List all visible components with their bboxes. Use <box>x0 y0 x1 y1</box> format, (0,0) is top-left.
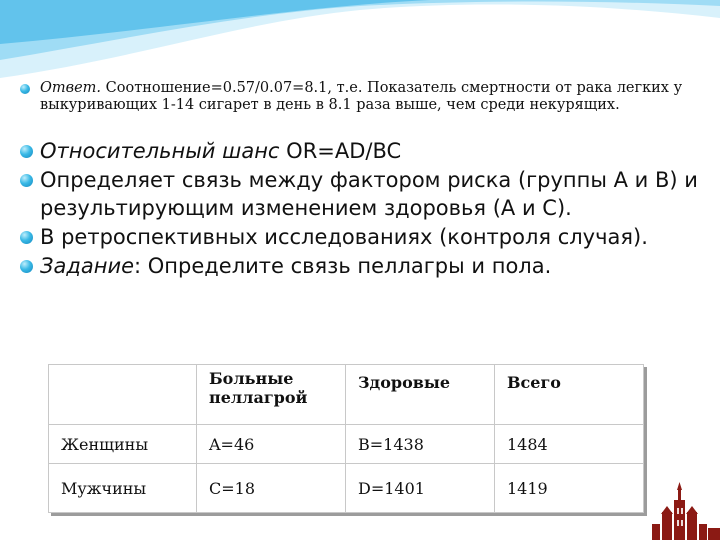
table-row <box>49 425 644 464</box>
table-header-cell: Больные пеллагрой <box>197 365 346 425</box>
bullet-dot-icon <box>20 84 30 94</box>
bullet-dot-icon <box>20 231 33 244</box>
bullet-task <box>20 252 700 280</box>
table-header-cell <box>49 365 197 425</box>
table-cell: Женщины <box>49 425 197 464</box>
bullet-italic-lead: Задание <box>40 254 135 278</box>
decorative-wave-header <box>0 0 720 90</box>
bullet-text: Определяет связь между фактором риска (группы А и В) и результирующим изменением здоровья (А и С). <box>40 168 698 220</box>
bullet-italic-lead: Ответ. <box>40 80 102 96</box>
table-cell: C=18 <box>197 464 346 513</box>
table-cell: Мужчины <box>49 464 197 513</box>
bullet-list <box>20 80 700 281</box>
bullet-retrospective <box>20 223 700 251</box>
table-header-cell: Здоровые <box>346 365 495 425</box>
bullet-dot-icon <box>20 260 33 273</box>
table-row <box>49 464 644 513</box>
pellagra-table <box>48 364 644 513</box>
table-header-cell: Всего <box>495 365 644 425</box>
bullet-italic-lead: Относительный шанс <box>40 139 280 163</box>
table-cell: D=1401 <box>346 464 495 513</box>
bullet-text: : Определите связь пеллагры и пола. <box>134 254 552 278</box>
bullet-text: Соотношение=0.57/0.07=8.1, т.е. Показатель смертности от рака легких у выкуривающих 1-14 сигарет в день в 8.1 раза выше, чем среди некурящих. <box>40 80 683 113</box>
bullet-dot-icon <box>20 145 33 158</box>
table-cell: 1484 <box>495 425 644 464</box>
table-header-row <box>49 365 644 425</box>
bullet-answer <box>20 80 700 114</box>
bullet-dot-icon <box>20 174 33 187</box>
table-cell: 1419 <box>495 464 644 513</box>
table-cell: B=1438 <box>346 425 495 464</box>
bullet-text: OR=AD/BC <box>279 139 402 163</box>
bullet-defines-link <box>20 166 700 222</box>
table-cell: A=46 <box>197 425 346 464</box>
university-logo-icon <box>648 480 720 540</box>
bullet-text: В ретроспективных исследованиях (контроля случая). <box>40 225 648 249</box>
bullet-odds-ratio <box>20 137 700 165</box>
